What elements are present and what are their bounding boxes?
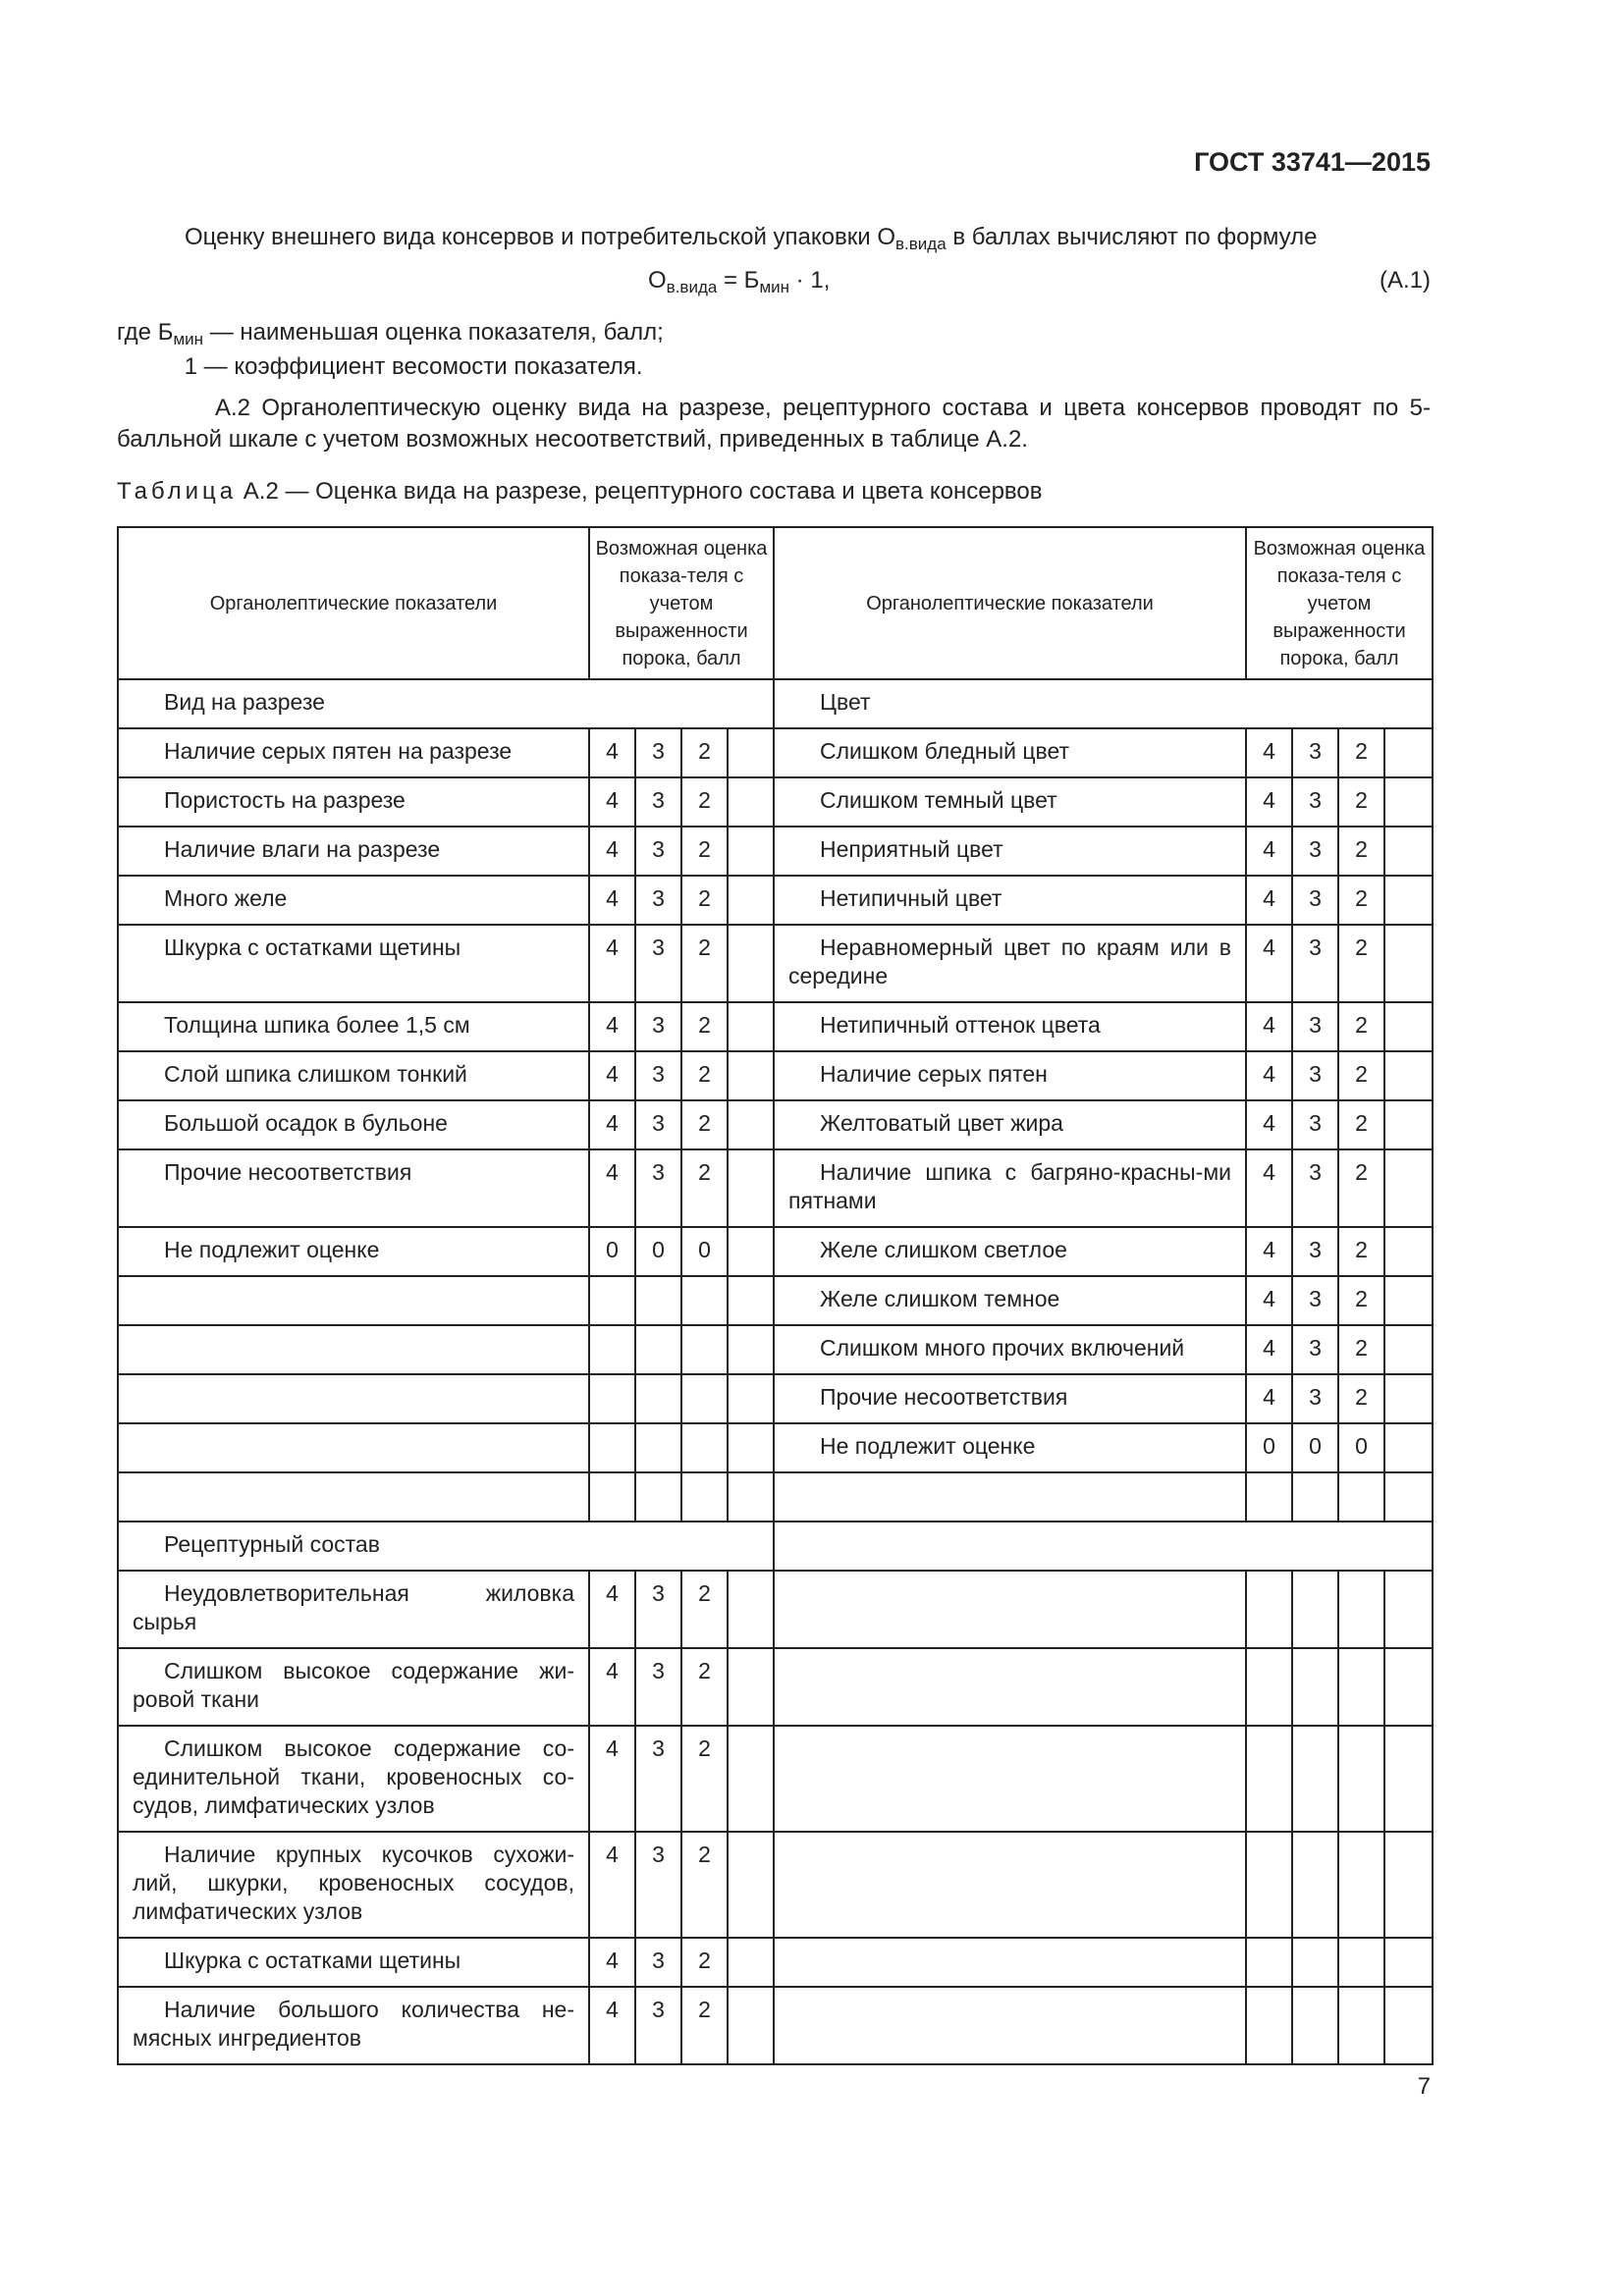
score-left: 3 — [635, 925, 681, 1002]
score-left: 4 — [589, 876, 635, 925]
indicator-left: Неудовлетворительная жиловка сырья — [118, 1571, 589, 1648]
score-left: 3 — [635, 1100, 681, 1149]
indicator-left: Толщина шпика более 1,5 см — [118, 1002, 589, 1051]
score-left — [635, 1325, 681, 1374]
score-right: 3 — [1292, 827, 1338, 876]
formula-eq: = Б — [717, 267, 760, 294]
score-left: 4 — [589, 1832, 635, 1938]
indicator-left: Слишком высокое содержание со-единительной ткани, кровеносных со-судов, лимфатических узлов — [118, 1726, 589, 1832]
score-left: 4 — [589, 1100, 635, 1149]
score-right-empty — [1246, 1987, 1292, 2064]
score-left-empty — [728, 876, 774, 925]
table-row — [118, 1571, 1433, 1648]
score-right: 4 — [1246, 925, 1292, 1002]
score-left: 4 — [589, 1571, 635, 1648]
score-left — [589, 1325, 635, 1374]
score-left — [589, 1472, 635, 1522]
indicator-right: Нетипичный оттенок цвета — [774, 1002, 1246, 1051]
score-left: 3 — [635, 1149, 681, 1227]
indicator-right-empty — [774, 1571, 1246, 1648]
table-row — [118, 876, 1433, 925]
score-left: 2 — [681, 728, 728, 777]
score-left-empty — [728, 777, 774, 827]
indicator-left: Наличие крупных кусочков сухожи-лий, шкурки, кровеносных сосудов, лимфатических узлов — [118, 1832, 589, 1938]
table-row — [118, 1002, 1433, 1051]
header-indicators-left: Органолептические показатели — [118, 527, 589, 679]
score-left — [681, 1472, 728, 1522]
score-right: 4 — [1246, 1325, 1292, 1374]
score-left: 4 — [589, 1149, 635, 1227]
indicator-left: Наличие серых пятен на разрезе — [118, 728, 589, 777]
header-score-left: Возможная оценка показа-теля с учетом выраженности порока, балл — [589, 527, 774, 679]
score-left: 4 — [589, 1051, 635, 1100]
score-left: 2 — [681, 1832, 728, 1938]
score-left: 2 — [681, 827, 728, 876]
table-row — [118, 1227, 1433, 1276]
score-right: 4 — [1246, 1227, 1292, 1276]
score-right: 4 — [1246, 728, 1292, 777]
score-right: 3 — [1292, 1149, 1338, 1227]
formula-o-sub: в.вида — [666, 278, 718, 296]
score-left: 2 — [681, 1571, 728, 1648]
score-left-empty — [728, 1472, 774, 1522]
score-left — [635, 1374, 681, 1423]
score-right-empty — [1338, 1832, 1384, 1938]
score-right: 3 — [1292, 876, 1338, 925]
score-right — [1338, 1472, 1384, 1522]
score-left-empty — [728, 1726, 774, 1832]
table-row — [118, 728, 1433, 777]
section-title-right: Цвет — [774, 679, 1433, 728]
score-left — [589, 1276, 635, 1325]
indicator-right: Желе слишком темное — [774, 1276, 1246, 1325]
score-left: 2 — [681, 1100, 728, 1149]
indicator-right: Нетипичный цвет — [774, 876, 1246, 925]
indicator-left: Шкурка с остатками щетины — [118, 1938, 589, 1987]
score-right: 2 — [1338, 1276, 1384, 1325]
score-left-empty — [728, 1149, 774, 1227]
score-left: 3 — [635, 777, 681, 827]
indicator-left: Наличие влаги на разрезе — [118, 827, 589, 876]
score-right-empty — [1338, 1648, 1384, 1726]
score-right-empty — [1384, 1051, 1433, 1100]
score-left-empty — [728, 1648, 774, 1726]
score-left — [681, 1276, 728, 1325]
indicator-right: Наличие шпика с багряно-красны-ми пятнами — [774, 1149, 1246, 1227]
score-left — [681, 1374, 728, 1423]
score-right-empty — [1384, 1832, 1433, 1938]
score-right-empty — [1384, 1227, 1433, 1276]
score-right: 3 — [1292, 925, 1338, 1002]
score-left: 3 — [635, 1726, 681, 1832]
score-left: 2 — [681, 1002, 728, 1051]
table-header-row — [118, 527, 1433, 679]
score-left — [635, 1472, 681, 1522]
score-right-empty — [1246, 1648, 1292, 1726]
score-left-empty — [728, 1987, 774, 2064]
score-left — [589, 1423, 635, 1472]
indicator-right-empty — [774, 1832, 1246, 1938]
score-left-empty — [728, 1227, 774, 1276]
score-left: 3 — [635, 1051, 681, 1100]
score-left-empty — [728, 1938, 774, 1987]
table-row — [118, 1325, 1433, 1374]
indicator-right: Неприятный цвет — [774, 827, 1246, 876]
score-right-empty — [1384, 1472, 1433, 1522]
indicator-left: Пористость на разрезе — [118, 777, 589, 827]
score-right-empty — [1384, 777, 1433, 827]
indicator-right-empty — [774, 1938, 1246, 1987]
score-right: 2 — [1338, 1374, 1384, 1423]
indicator-left: Слой шпика слишком тонкий — [118, 1051, 589, 1100]
score-right: 2 — [1338, 1227, 1384, 1276]
score-right-empty — [1292, 1832, 1338, 1938]
score-right-empty — [1384, 1149, 1433, 1227]
score-left-empty — [728, 925, 774, 1002]
formula-number: (А.1) — [1379, 267, 1431, 294]
section-title-right-empty — [774, 1522, 1433, 1571]
score-left: 4 — [589, 925, 635, 1002]
score-right-empty — [1384, 1374, 1433, 1423]
score-right: 2 — [1338, 827, 1384, 876]
score-right-empty — [1292, 1987, 1338, 2064]
table-caption-text: А.2 — Оценка вида на разрезе, рецептурного состава и цвета консервов — [237, 478, 1043, 505]
score-right: 3 — [1292, 1227, 1338, 1276]
score-left: 3 — [635, 1648, 681, 1726]
score-left: 3 — [635, 827, 681, 876]
score-left: 4 — [589, 827, 635, 876]
page-number: 7 — [1417, 2073, 1431, 2100]
score-right: 4 — [1246, 1149, 1292, 1227]
score-left — [635, 1423, 681, 1472]
indicator-right: Слишком бледный цвет — [774, 728, 1246, 777]
formula-o: О — [648, 267, 667, 294]
indicator-left: Большой осадок в бульоне — [118, 1100, 589, 1149]
score-left: 3 — [635, 1987, 681, 2064]
score-right: 2 — [1338, 1002, 1384, 1051]
score-right-empty — [1246, 1726, 1292, 1832]
where-definition-2: — коэффициент весомости показателя. — [197, 353, 643, 380]
score-right: 2 — [1338, 1100, 1384, 1149]
table-row — [118, 1374, 1433, 1423]
score-right: 2 — [1338, 876, 1384, 925]
score-left — [681, 1423, 728, 1472]
table-row — [118, 1987, 1433, 2064]
score-right-empty — [1338, 1571, 1384, 1648]
score-left: 3 — [635, 1571, 681, 1648]
indicator-left — [118, 1423, 589, 1472]
score-right-empty — [1384, 1726, 1433, 1832]
table-row — [118, 925, 1433, 1002]
indicator-left: Не подлежит оценке — [118, 1227, 589, 1276]
indicator-right — [774, 1472, 1246, 1522]
where-definition-1: — наименьшая оценка показателя, балл; — [203, 319, 664, 346]
score-right: 0 — [1292, 1423, 1338, 1472]
intro-text: Оценку внешнего вида консервов и потребительской упаковки О — [185, 224, 896, 250]
table-row — [118, 827, 1433, 876]
intro-paragraph — [185, 224, 1317, 251]
score-right: 4 — [1246, 1100, 1292, 1149]
score-left-empty — [728, 1002, 774, 1051]
where-prefix: где Б — [117, 319, 174, 346]
score-right-empty — [1338, 1987, 1384, 2064]
score-right: 2 — [1338, 1325, 1384, 1374]
score-right-empty — [1384, 1938, 1433, 1987]
indicator-right: Наличие серых пятен — [774, 1051, 1246, 1100]
score-left: 4 — [589, 1938, 635, 1987]
section-title-left: Рецептурный состав — [118, 1522, 774, 1571]
score-right-empty — [1384, 876, 1433, 925]
intro-text-end: в баллах вычисляют по формуле — [946, 224, 1318, 250]
indicator-left — [118, 1325, 589, 1374]
score-right: 2 — [1338, 1051, 1384, 1100]
indicator-left: Шкурка с остатками щетины — [118, 925, 589, 1002]
score-left: 2 — [681, 925, 728, 1002]
score-left-empty — [728, 1374, 774, 1423]
score-right-empty — [1384, 1100, 1433, 1149]
score-right: 3 — [1292, 1100, 1338, 1149]
table-row — [118, 1648, 1433, 1726]
score-right-empty — [1384, 827, 1433, 876]
score-right-empty — [1384, 728, 1433, 777]
table-body — [118, 527, 1433, 2064]
score-right: 2 — [1338, 1149, 1384, 1227]
formula — [648, 267, 830, 294]
score-right: 4 — [1246, 777, 1292, 827]
indicator-right: Неравномерный цвет по краям или в середине — [774, 925, 1246, 1002]
paragraph-a2: А.2 Органолептическую оценку вида на разрезе, рецептурного состава и цвета консервов проводят по 5-балльной шкале с учетом возможных несоответствий, приведенных в таблице А.2. — [117, 395, 1431, 453]
document-header: ГОСТ 33741—2015 — [1194, 147, 1431, 177]
score-right: 2 — [1338, 925, 1384, 1002]
score-left-empty — [728, 1325, 774, 1374]
score-right: 3 — [1292, 777, 1338, 827]
table-row — [118, 1149, 1433, 1227]
score-right: 3 — [1292, 1051, 1338, 1100]
table-row — [118, 1100, 1433, 1149]
indicator-right: Не подлежит оценке — [774, 1423, 1246, 1472]
score-right: 4 — [1246, 1374, 1292, 1423]
score-right: 3 — [1292, 1325, 1338, 1374]
score-right: 3 — [1292, 728, 1338, 777]
score-left: 2 — [681, 876, 728, 925]
score-left: 2 — [681, 1987, 728, 2064]
score-left-empty — [728, 728, 774, 777]
score-left: 4 — [589, 1726, 635, 1832]
score-right: 0 — [1246, 1423, 1292, 1472]
score-left — [681, 1325, 728, 1374]
score-left: 2 — [681, 1648, 728, 1726]
score-left: 4 — [589, 1648, 635, 1726]
score-right-empty — [1292, 1648, 1338, 1726]
score-left-empty — [728, 1276, 774, 1325]
score-right: 4 — [1246, 1276, 1292, 1325]
score-right: 3 — [1292, 1374, 1338, 1423]
table-caption-label: Таблица — [117, 478, 238, 505]
where-prefix-sub: мин — [173, 330, 204, 348]
score-left — [589, 1374, 635, 1423]
score-right-empty — [1292, 1726, 1338, 1832]
score-left: 2 — [681, 777, 728, 827]
indicator-right-empty — [774, 1726, 1246, 1832]
indicator-left — [118, 1276, 589, 1325]
score-right-empty — [1384, 1325, 1433, 1374]
table-row — [118, 1051, 1433, 1100]
score-left: 3 — [635, 1832, 681, 1938]
table-row — [118, 1423, 1433, 1472]
score-left: 4 — [589, 777, 635, 827]
table-row — [118, 1726, 1433, 1832]
score-right: 2 — [1338, 777, 1384, 827]
score-right-empty — [1384, 1423, 1433, 1472]
table-row — [118, 1832, 1433, 1938]
score-right: 4 — [1246, 1051, 1292, 1100]
score-left: 3 — [635, 876, 681, 925]
score-left: 2 — [681, 1051, 728, 1100]
section-title-left: Вид на разрезе — [118, 679, 774, 728]
score-right-empty — [1338, 1726, 1384, 1832]
score-left: 4 — [589, 1002, 635, 1051]
indicator-left — [118, 1472, 589, 1522]
indicator-right: Слишком много прочих включений — [774, 1325, 1246, 1374]
indicator-right: Желтоватый цвет жира — [774, 1100, 1246, 1149]
indicator-left: Слишком высокое содержание жи-ровой ткани — [118, 1648, 589, 1726]
table-row — [118, 1938, 1433, 1987]
table-row — [118, 777, 1433, 827]
table-caption — [117, 478, 1043, 506]
score-right — [1246, 1472, 1292, 1522]
score-right-empty — [1384, 1002, 1433, 1051]
score-left-empty — [728, 827, 774, 876]
intro-subscript: в.вида — [895, 235, 947, 253]
score-left-empty — [728, 1832, 774, 1938]
score-left: 2 — [681, 1938, 728, 1987]
indicator-left: Прочие несоответствия — [118, 1149, 589, 1227]
section-row — [118, 1522, 1433, 1571]
where-line-1 — [117, 319, 664, 347]
score-right: 0 — [1338, 1423, 1384, 1472]
where-number: 1 — [184, 353, 197, 380]
score-left: 3 — [635, 1938, 681, 1987]
score-right: 3 — [1292, 1002, 1338, 1051]
header-score-right: Возможная оценка показа-теля с учетом выраженности порока, балл — [1246, 527, 1433, 679]
indicator-left: Много желе — [118, 876, 589, 925]
score-right-empty — [1384, 1648, 1433, 1726]
score-left: 2 — [681, 1149, 728, 1227]
score-left: 4 — [589, 728, 635, 777]
score-left: 3 — [635, 1002, 681, 1051]
score-left: 0 — [589, 1227, 635, 1276]
score-left: 4 — [589, 1987, 635, 2064]
indicator-left — [118, 1374, 589, 1423]
score-right-empty — [1384, 925, 1433, 1002]
score-right: 4 — [1246, 827, 1292, 876]
score-left — [635, 1276, 681, 1325]
score-right-empty — [1246, 1938, 1292, 1987]
score-right-empty — [1246, 1832, 1292, 1938]
where-line-2 — [117, 353, 643, 381]
score-right-empty — [1246, 1571, 1292, 1648]
score-left: 0 — [635, 1227, 681, 1276]
indicator-right: Желе слишком светлое — [774, 1227, 1246, 1276]
score-right-empty — [1384, 1571, 1433, 1648]
score-left-empty — [728, 1423, 774, 1472]
score-left: 2 — [681, 1726, 728, 1832]
score-left: 3 — [635, 728, 681, 777]
indicator-right-empty — [774, 1987, 1246, 2064]
score-left-empty — [728, 1571, 774, 1648]
header-indicators-right: Органолептические показатели — [774, 527, 1246, 679]
indicator-right-empty — [774, 1648, 1246, 1726]
score-right-empty — [1384, 1987, 1433, 2064]
score-right-empty — [1292, 1938, 1338, 1987]
score-left: 0 — [681, 1227, 728, 1276]
indicator-left: Наличие большого количества не-мясных ингредиентов — [118, 1987, 589, 2064]
score-right: 2 — [1338, 728, 1384, 777]
table-row — [118, 1472, 1433, 1522]
score-right: 4 — [1246, 876, 1292, 925]
section-row — [118, 679, 1433, 728]
score-right — [1292, 1472, 1338, 1522]
formula-rest: · 1, — [789, 267, 831, 294]
score-right-empty — [1338, 1938, 1384, 1987]
assessment-table — [117, 526, 1434, 2065]
score-right-empty — [1292, 1571, 1338, 1648]
indicator-right: Прочие несоответствия — [774, 1374, 1246, 1423]
indicator-right: Слишком темный цвет — [774, 777, 1246, 827]
score-right: 3 — [1292, 1276, 1338, 1325]
score-left-empty — [728, 1051, 774, 1100]
score-left-empty — [728, 1100, 774, 1149]
score-right: 4 — [1246, 1002, 1292, 1051]
table-row — [118, 1276, 1433, 1325]
score-right-empty — [1384, 1276, 1433, 1325]
formula-b-sub: мин — [759, 278, 790, 296]
